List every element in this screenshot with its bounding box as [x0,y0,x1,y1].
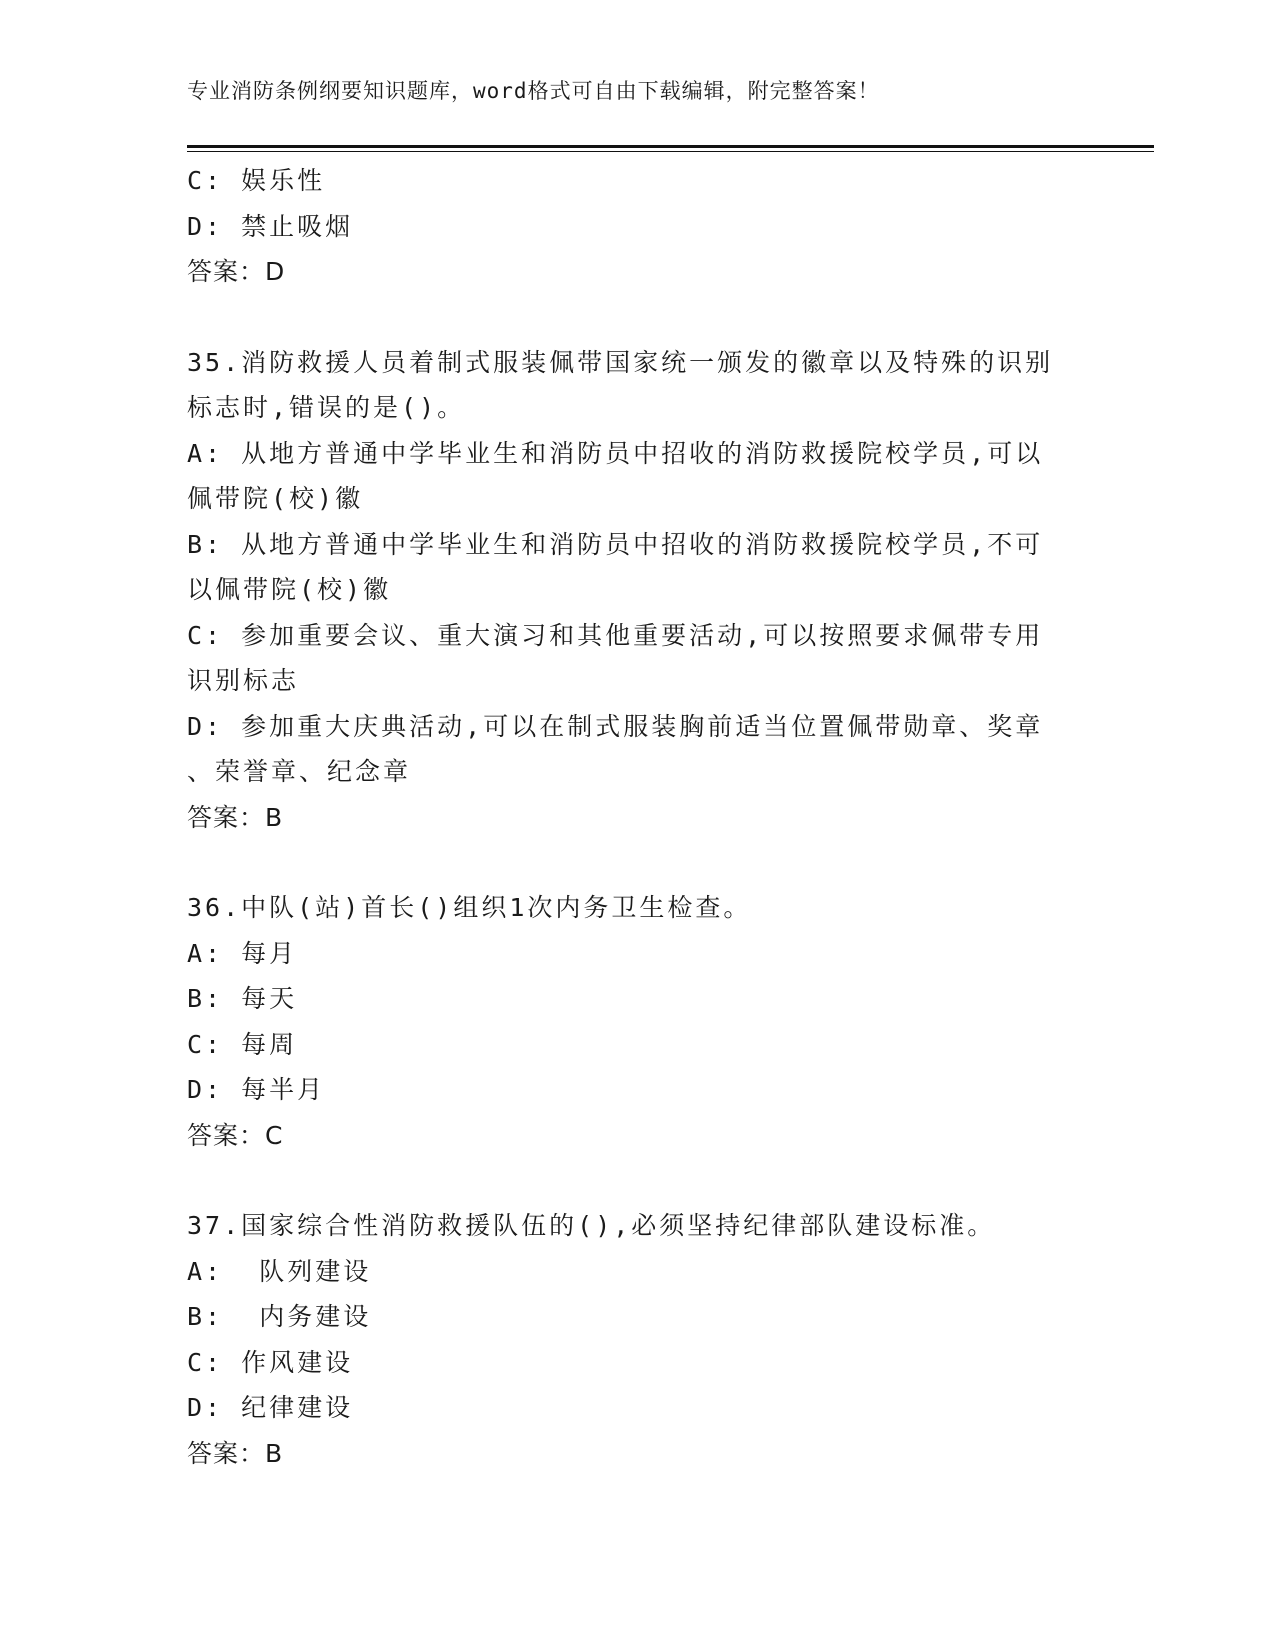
option-d: D: 每半月 [187,1075,326,1104]
answer-line: 答案：B [187,802,284,832]
page-header-title: 专业消防条例纲要知识题库，word格式可自由下载编辑，附完整答案！ [187,79,880,103]
option-a: A: 队列建设 [187,1256,372,1286]
option-d-cont: 、荣誉章、纪念章 [187,757,412,786]
question-36 [187,885,1067,1158]
option-a-cont: 佩带院(校)徽 [187,484,364,513]
option-d: D: 禁止吸烟 [187,211,354,241]
option-d: D: 纪律建设 [187,1393,354,1422]
option-b-cont: 以佩带院(校)徽 [187,575,392,604]
question-35 [187,340,1067,841]
option-c-cont: 识别标志 [187,666,300,695]
question-stem: 36.中队(站)首长()组织1次内务卫生检查。 [187,893,752,922]
header-rule-thin [187,151,1154,152]
option-b: B: 从地方普通中学毕业生和消防员中招收的消防救援院校学员,不可 [187,529,1044,559]
option-c: C: 每周 [187,1029,298,1059]
answer-line: 答案：C [187,1120,284,1150]
question-stem: 37.国家综合性消防救援队伍的(),必须坚持纪律部队建设标准。 [187,1211,996,1240]
option-c: C: 娱乐性 [187,166,326,195]
option-a: A: 每月 [187,938,298,968]
question-37 [187,1203,1067,1476]
question-list [187,158,1067,1476]
option-c: C: 作风建设 [187,1347,354,1377]
option-a: A: 从地方普通中学毕业生和消防员中招收的消防救援院校学员,可以 [187,438,1044,468]
option-c: C: 参加重要会议、重大演习和其他重要活动,可以按照要求佩带专用 [187,620,1044,650]
header-rule-thick [187,145,1154,148]
option-d: D: 参加重大庆典活动,可以在制式服装胸前适当位置佩带勋章、奖章 [187,711,1044,741]
answer-line: 答案：B [187,1438,284,1468]
question-stem-cont: 标志时,错误的是()。 [187,393,466,422]
option-b: B: 每天 [187,984,298,1013]
option-b: B: 内务建设 [187,1302,372,1331]
answer-line: 答案：D [187,257,286,286]
question-stem: 35.消防救援人员着制式服装佩带国家统一颁发的徽章以及特殊的识别 [187,347,1054,377]
question-continuation [187,158,1067,295]
